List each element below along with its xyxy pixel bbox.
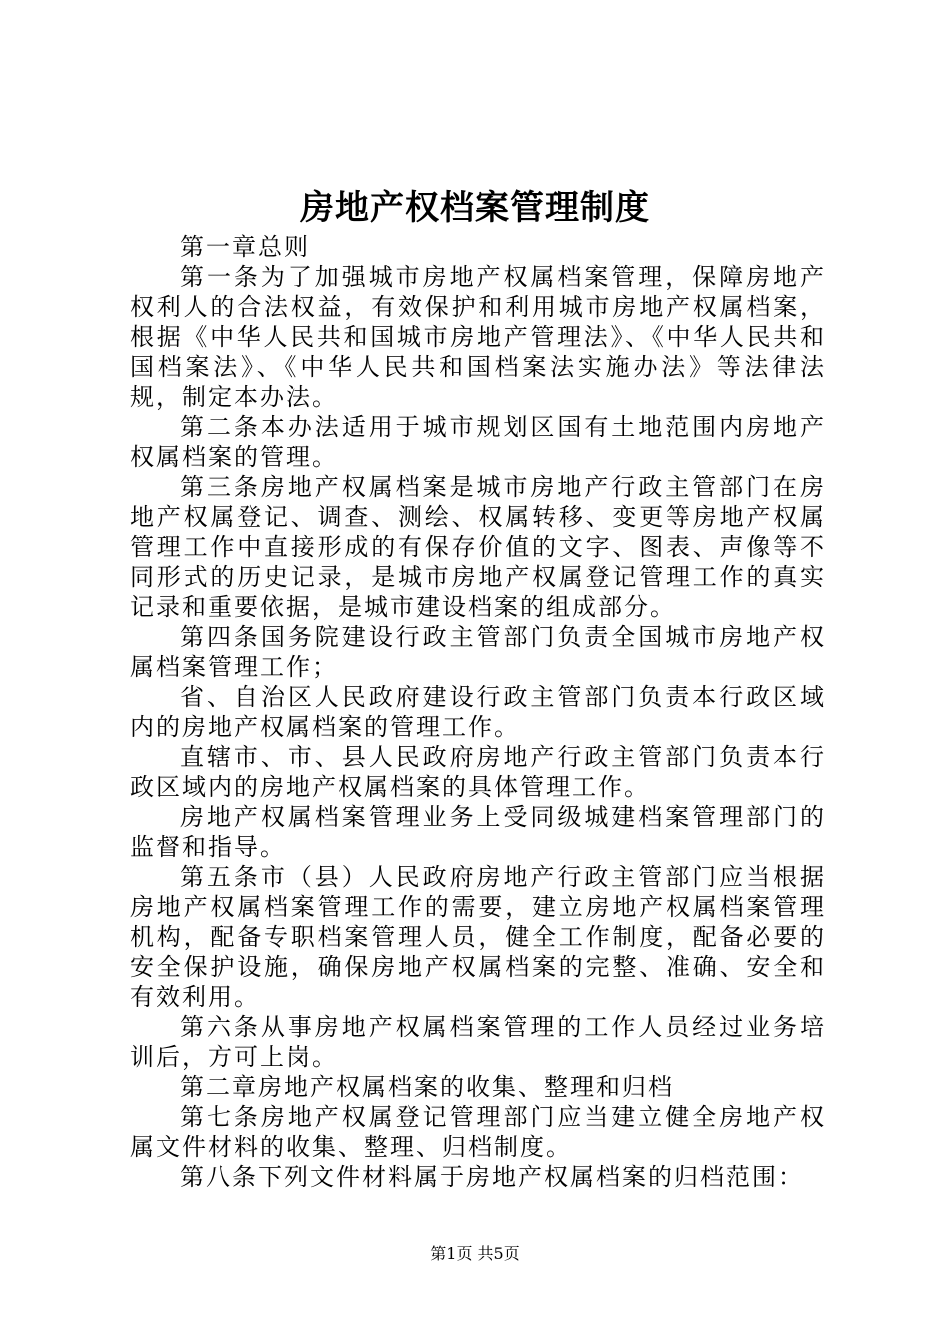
paragraph-article-6: 第六条从事房地产权属档案管理的工作人员经过业务培训后，方可上岗。 xyxy=(130,1013,826,1071)
paragraph-article-5: 第五条市（县）人民政府房地产行政主管部门应当根据房地产权属档案管理工作的需要，建立房地产权属档案管理机构，配备专职档案管理人员，健全工作制度，配备必要的安全保护设施，确保房地产权属档案的完整、准确、安全和有效利用。 xyxy=(130,863,826,1011)
paragraph-article-4-provinces: 省、自治区人民政府建设行政主管部门负责本行政区域内的房地产权属档案的管理工作。 xyxy=(130,683,826,741)
paragraph-article-3: 第三条房地产权属档案是城市房地产行政主管部门在房地产权属登记、调查、测绘、权属转移、变更等房地产权属管理工作中直接形成的有保存价值的文字、图表、声像等不同形式的历史记录，是城市房地产权属登记管理工作的真实记录和重要依据，是城市建设档案的组成部分。 xyxy=(130,473,826,621)
document-body xyxy=(130,232,826,1192)
paragraph-chapter-2: 第二章房地产权属档案的收集、整理和归档 xyxy=(180,1073,674,1101)
page-number-footer: 第1页 共5页 xyxy=(430,1244,520,1263)
paragraph-article-1: 第一条为了加强城市房地产权属档案管理，保障房地产权利人的合法权益，有效保护和利用城市房地产权属档案，根据《中华人民共和国城市房地产管理法》、《中华人民共和国档案法》、《中华人民共和国档案法实施办法》等法律法规，制定本办法。 xyxy=(130,263,826,411)
document-title: 房地产权档案管理制度 xyxy=(300,188,650,228)
paragraph-article-4: 第四条国务院建设行政主管部门负责全国城市房地产权属档案管理工作； xyxy=(130,623,826,681)
paragraph-article-4-supervision: 房地产权属档案管理业务上受同级城建档案管理部门的监督和指导。 xyxy=(130,803,826,861)
paragraph-article-7: 第七条房地产权属登记管理部门应当建立健全房地产权属文件材料的收集、整理、归档制度。 xyxy=(130,1103,826,1161)
paragraph-article-2: 第二条本办法适用于城市规划区国有土地范围内房地产权属档案的管理。 xyxy=(130,413,826,471)
paragraph-chapter-1: 第一章总则 xyxy=(180,233,310,261)
paragraph-article-4-cities: 直辖市、市、县人民政府房地产行政主管部门负责本行政区域内的房地产权属档案的具体管理工作。 xyxy=(130,743,826,801)
paragraph-article-8: 第八条下列文件材料属于房地产权属档案的归档范围： xyxy=(180,1163,804,1191)
